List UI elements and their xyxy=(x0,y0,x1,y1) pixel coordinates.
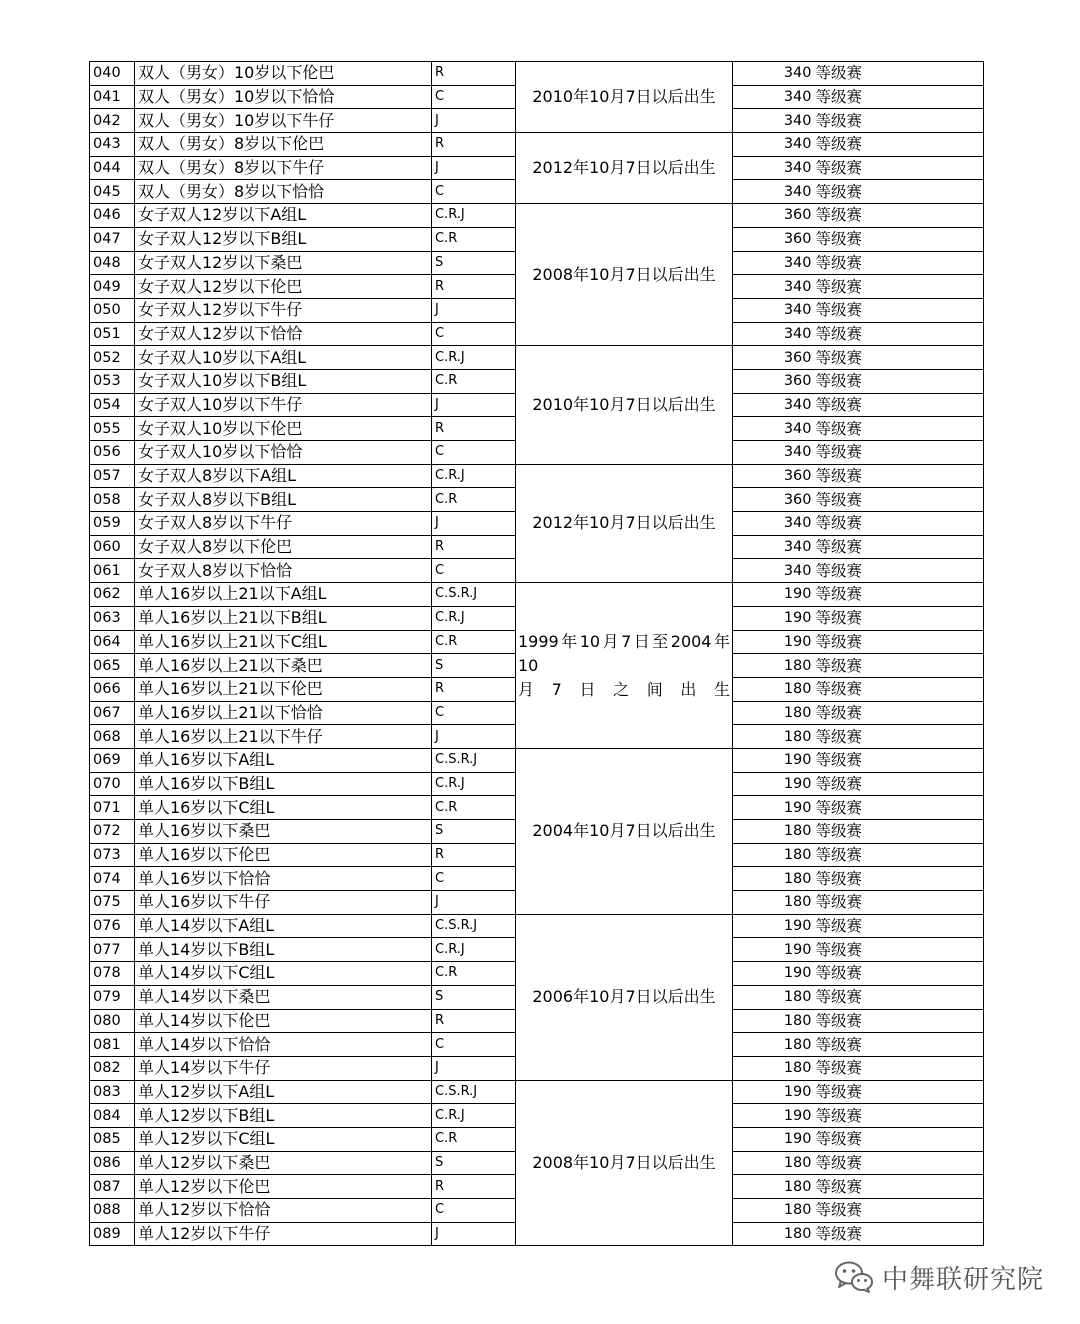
fee-cell: 340 xyxy=(733,62,814,86)
level-cell: 等级赛 xyxy=(814,1009,984,1033)
birth-requirement-cell xyxy=(516,346,733,464)
event-name-cell: 单人16岁以下恰恰 xyxy=(135,867,432,891)
wechat-icon xyxy=(834,1260,874,1294)
event-code-cell: 082 xyxy=(90,1056,135,1080)
birth-requirement-text: 2010年10月7日以后出生 xyxy=(532,394,716,414)
birth-requirement-cell xyxy=(516,914,733,1080)
event-code-cell: 088 xyxy=(90,1199,135,1223)
level-cell: 等级赛 xyxy=(814,275,984,299)
event-name-cell: 单人12岁以下B组L xyxy=(135,1104,432,1128)
dances-cell: R xyxy=(432,535,516,559)
dances-cell: C.R xyxy=(432,796,516,820)
dances-cell: C xyxy=(432,1199,516,1223)
dances-cell: C.R xyxy=(432,488,516,512)
level-cell: 等级赛 xyxy=(814,748,984,772)
level-cell: 等级赛 xyxy=(814,1104,984,1128)
event-name-cell: 单人12岁以下A组L xyxy=(135,1080,432,1104)
fee-cell: 180 xyxy=(733,843,814,867)
level-cell: 等级赛 xyxy=(814,156,984,180)
fee-cell: 190 xyxy=(733,1127,814,1151)
fee-cell: 190 xyxy=(733,914,814,938)
birth-requirement-text: 1999年10月7日至2004年10 xyxy=(518,631,730,675)
event-code-cell: 049 xyxy=(90,275,135,299)
fee-cell: 340 xyxy=(733,559,814,583)
event-code-cell: 047 xyxy=(90,227,135,251)
level-cell: 等级赛 xyxy=(814,488,984,512)
level-cell: 等级赛 xyxy=(814,1151,984,1175)
event-code-cell: 055 xyxy=(90,417,135,441)
event-code-cell: 041 xyxy=(90,85,135,109)
event-name-cell: 单人16岁以下C组L xyxy=(135,796,432,820)
birth-requirement-text: 2008年10月7日以后出生 xyxy=(532,1152,716,1172)
event-code-cell: 085 xyxy=(90,1127,135,1151)
level-cell: 等级赛 xyxy=(814,251,984,275)
event-name-cell: 女子双人12岁以下B组L xyxy=(135,227,432,251)
fee-cell: 340 xyxy=(733,512,814,536)
fee-cell: 180 xyxy=(733,891,814,915)
event-name-cell: 双人（男女）8岁以下伦巴 xyxy=(135,133,432,157)
dances-cell: R xyxy=(432,417,516,441)
fee-cell: 180 xyxy=(733,867,814,891)
fee-cell: 190 xyxy=(733,796,814,820)
event-name-cell: 双人（男女）10岁以下伦巴 xyxy=(135,62,432,86)
birth-requirement-text: 2012年10月7日以后出生 xyxy=(532,513,716,533)
event-name-cell: 单人16岁以下伦巴 xyxy=(135,843,432,867)
event-code-cell: 054 xyxy=(90,393,135,417)
level-cell: 等级赛 xyxy=(814,109,984,133)
event-code-cell: 065 xyxy=(90,654,135,678)
event-name-cell: 单人16岁以下A组L xyxy=(135,748,432,772)
dances-cell: C.R.J xyxy=(432,1104,516,1128)
dances-cell: C.R xyxy=(432,962,516,986)
event-code-cell: 051 xyxy=(90,322,135,346)
dances-cell: J xyxy=(432,725,516,749)
event-code-cell: 048 xyxy=(90,251,135,275)
dances-cell: C xyxy=(432,85,516,109)
birth-requirement-cell xyxy=(516,62,733,133)
event-name-cell: 单人16岁以下牛仔 xyxy=(135,891,432,915)
fee-cell: 190 xyxy=(733,1080,814,1104)
level-cell: 等级赛 xyxy=(814,512,984,536)
event-name-cell: 单人16岁以下B组L xyxy=(135,772,432,796)
level-cell: 等级赛 xyxy=(814,204,984,228)
event-name-cell: 女子双人8岁以下A组L xyxy=(135,464,432,488)
level-cell: 等级赛 xyxy=(814,1056,984,1080)
event-name-cell: 女子双人8岁以下牛仔 xyxy=(135,512,432,536)
level-cell: 等级赛 xyxy=(814,1080,984,1104)
event-code-cell: 056 xyxy=(90,441,135,465)
event-name-cell: 女子双人12岁以下伦巴 xyxy=(135,275,432,299)
registration-fee-table xyxy=(89,61,984,1246)
fee-cell: 190 xyxy=(733,772,814,796)
level-cell: 等级赛 xyxy=(814,772,984,796)
event-name-cell: 女子双人10岁以下B组L xyxy=(135,369,432,393)
level-cell: 等级赛 xyxy=(814,62,984,86)
dances-cell: J xyxy=(432,393,516,417)
event-code-cell: 074 xyxy=(90,867,135,891)
level-cell: 等级赛 xyxy=(814,583,984,607)
level-cell: 等级赛 xyxy=(814,85,984,109)
dances-cell: R xyxy=(432,843,516,867)
table-row xyxy=(90,204,984,228)
dances-cell: R xyxy=(432,677,516,701)
dances-cell: C.R.J xyxy=(432,464,516,488)
level-cell: 等级赛 xyxy=(814,559,984,583)
level-cell: 等级赛 xyxy=(814,938,984,962)
fee-cell: 190 xyxy=(733,630,814,654)
dances-cell: R xyxy=(432,62,516,86)
table-row xyxy=(90,346,984,370)
event-code-cell: 066 xyxy=(90,677,135,701)
dances-cell: C xyxy=(432,441,516,465)
dances-cell: J xyxy=(432,1056,516,1080)
event-name-cell: 双人（男女）8岁以下恰恰 xyxy=(135,180,432,204)
birth-requirement-cell xyxy=(516,204,733,346)
fee-cell: 180 xyxy=(733,1175,814,1199)
event-code-cell: 089 xyxy=(90,1222,135,1246)
dances-cell: C xyxy=(432,559,516,583)
event-code-cell: 077 xyxy=(90,938,135,962)
fee-cell: 180 xyxy=(733,677,814,701)
dances-cell: C xyxy=(432,701,516,725)
dances-cell: J xyxy=(432,512,516,536)
dances-cell: C.R.J xyxy=(432,772,516,796)
birth-requirement-cell xyxy=(516,133,733,204)
fee-cell: 180 xyxy=(733,820,814,844)
level-cell: 等级赛 xyxy=(814,630,984,654)
dances-cell: R xyxy=(432,1009,516,1033)
event-name-cell: 单人16岁以上21以下桑巴 xyxy=(135,654,432,678)
fee-cell: 360 xyxy=(733,488,814,512)
level-cell: 等级赛 xyxy=(814,606,984,630)
event-name-cell: 女子双人12岁以下桑巴 xyxy=(135,251,432,275)
fee-cell: 180 xyxy=(733,725,814,749)
fee-cell: 340 xyxy=(733,275,814,299)
event-code-cell: 068 xyxy=(90,725,135,749)
fee-cell: 340 xyxy=(733,251,814,275)
fee-cell: 340 xyxy=(733,133,814,157)
level-cell: 等级赛 xyxy=(814,298,984,322)
fee-cell: 190 xyxy=(733,583,814,607)
fee-cell: 340 xyxy=(733,535,814,559)
level-cell: 等级赛 xyxy=(814,796,984,820)
level-cell: 等级赛 xyxy=(814,180,984,204)
table-row xyxy=(90,914,984,938)
dances-cell: C.R.J xyxy=(432,346,516,370)
event-code-cell: 057 xyxy=(90,464,135,488)
table-row xyxy=(90,583,984,607)
dances-cell: C.S.R.J xyxy=(432,1080,516,1104)
level-cell: 等级赛 xyxy=(814,843,984,867)
level-cell: 等级赛 xyxy=(814,322,984,346)
birth-requirement-cell xyxy=(516,1080,733,1246)
event-code-cell: 076 xyxy=(90,914,135,938)
dances-cell: C.R xyxy=(432,1127,516,1151)
level-cell: 等级赛 xyxy=(814,962,984,986)
dances-cell: C xyxy=(432,322,516,346)
event-code-cell: 040 xyxy=(90,62,135,86)
fee-cell: 340 xyxy=(733,85,814,109)
dances-cell: S xyxy=(432,654,516,678)
fee-cell: 180 xyxy=(733,985,814,1009)
event-code-cell: 075 xyxy=(90,891,135,915)
event-code-cell: 070 xyxy=(90,772,135,796)
dances-cell: J xyxy=(432,1222,516,1246)
dances-cell: C.S.R.J xyxy=(432,583,516,607)
fee-cell: 180 xyxy=(733,1199,814,1223)
dances-cell: C xyxy=(432,1033,516,1057)
event-name-cell: 女子双人10岁以下恰恰 xyxy=(135,441,432,465)
dances-cell: R xyxy=(432,275,516,299)
fee-cell: 360 xyxy=(733,346,814,370)
fee-cell: 340 xyxy=(733,180,814,204)
level-cell: 等级赛 xyxy=(814,867,984,891)
level-cell: 等级赛 xyxy=(814,535,984,559)
birth-requirement-text: 2006年10月7日以后出生 xyxy=(532,987,716,1007)
dances-cell: C xyxy=(432,180,516,204)
level-cell: 等级赛 xyxy=(814,820,984,844)
fee-cell: 360 xyxy=(733,227,814,251)
fee-cell: 340 xyxy=(733,109,814,133)
fee-cell: 190 xyxy=(733,938,814,962)
event-code-cell: 052 xyxy=(90,346,135,370)
event-code-cell: 084 xyxy=(90,1104,135,1128)
dances-cell: C.R.J xyxy=(432,204,516,228)
fee-cell: 360 xyxy=(733,204,814,228)
level-cell: 等级赛 xyxy=(814,654,984,678)
event-code-cell: 073 xyxy=(90,843,135,867)
event-code-cell: 050 xyxy=(90,298,135,322)
event-code-cell: 043 xyxy=(90,133,135,157)
dances-cell: J xyxy=(432,891,516,915)
event-code-cell: 060 xyxy=(90,535,135,559)
fee-cell: 180 xyxy=(733,1056,814,1080)
event-code-cell: 069 xyxy=(90,748,135,772)
birth-requirement-cell xyxy=(516,748,733,914)
birth-requirement-text: 2010年10月7日以后出生 xyxy=(532,87,716,107)
level-cell: 等级赛 xyxy=(814,346,984,370)
event-code-cell: 071 xyxy=(90,796,135,820)
dances-cell: C.R.J xyxy=(432,938,516,962)
dances-cell: R xyxy=(432,133,516,157)
event-code-cell: 087 xyxy=(90,1175,135,1199)
event-name-cell: 双人（男女）10岁以下牛仔 xyxy=(135,109,432,133)
event-name-cell: 单人16岁以上21以下恰恰 xyxy=(135,701,432,725)
event-name-cell: 单人16岁以上21以下A组L xyxy=(135,583,432,607)
fee-cell: 360 xyxy=(733,369,814,393)
event-name-cell: 单人16岁以上21以下B组L xyxy=(135,606,432,630)
event-code-cell: 083 xyxy=(90,1080,135,1104)
event-name-cell: 女子双人10岁以下A组L xyxy=(135,346,432,370)
event-name-cell: 女子双人10岁以下伦巴 xyxy=(135,417,432,441)
event-code-cell: 079 xyxy=(90,985,135,1009)
event-name-cell: 单人14岁以下牛仔 xyxy=(135,1056,432,1080)
event-code-cell: 058 xyxy=(90,488,135,512)
fee-cell: 340 xyxy=(733,441,814,465)
fee-cell: 340 xyxy=(733,298,814,322)
fee-cell: 180 xyxy=(733,1151,814,1175)
fee-cell: 360 xyxy=(733,464,814,488)
table-row xyxy=(90,133,984,157)
table-row xyxy=(90,62,984,86)
event-name-cell: 单人14岁以下A组L xyxy=(135,914,432,938)
event-name-cell: 单人14岁以下C组L xyxy=(135,962,432,986)
fee-cell: 190 xyxy=(733,962,814,986)
level-cell: 等级赛 xyxy=(814,441,984,465)
table-row xyxy=(90,748,984,772)
event-code-cell: 072 xyxy=(90,820,135,844)
event-code-cell: 045 xyxy=(90,180,135,204)
event-name-cell: 女子双人10岁以下牛仔 xyxy=(135,393,432,417)
event-code-cell: 046 xyxy=(90,204,135,228)
dances-cell: S xyxy=(432,820,516,844)
event-name-cell: 女子双人8岁以下B组L xyxy=(135,488,432,512)
birth-requirement-text: 2008年10月7日以后出生 xyxy=(532,264,716,284)
level-cell: 等级赛 xyxy=(814,725,984,749)
level-cell: 等级赛 xyxy=(814,1222,984,1246)
event-code-cell: 067 xyxy=(90,701,135,725)
level-cell: 等级赛 xyxy=(814,701,984,725)
dances-cell: C xyxy=(432,867,516,891)
table-row xyxy=(90,464,984,488)
watermark xyxy=(834,1257,1044,1297)
dances-cell: C.R xyxy=(432,630,516,654)
birth-requirement-cell xyxy=(516,583,733,749)
event-code-cell: 062 xyxy=(90,583,135,607)
level-cell: 等级赛 xyxy=(814,417,984,441)
event-code-cell: 044 xyxy=(90,156,135,180)
event-code-cell: 064 xyxy=(90,630,135,654)
birth-requirement-cell xyxy=(516,464,733,582)
level-cell: 等级赛 xyxy=(814,369,984,393)
dances-cell: C.R xyxy=(432,227,516,251)
fee-cell: 340 xyxy=(733,393,814,417)
level-cell: 等级赛 xyxy=(814,227,984,251)
birth-requirement-text: 2012年10月7日以后出生 xyxy=(532,158,716,178)
table-body xyxy=(90,62,984,1246)
level-cell: 等级赛 xyxy=(814,914,984,938)
fee-cell: 340 xyxy=(733,156,814,180)
event-name-cell: 双人（男女）10岁以下恰恰 xyxy=(135,85,432,109)
level-cell: 等级赛 xyxy=(814,1127,984,1151)
level-cell: 等级赛 xyxy=(814,891,984,915)
dances-cell: J xyxy=(432,156,516,180)
event-code-cell: 063 xyxy=(90,606,135,630)
fee-cell: 190 xyxy=(733,1104,814,1128)
level-cell: 等级赛 xyxy=(814,464,984,488)
fee-cell: 340 xyxy=(733,322,814,346)
dances-cell: J xyxy=(432,109,516,133)
birth-requirement-text: 2004年10月7日以后出生 xyxy=(532,821,716,841)
dances-cell: R xyxy=(432,1175,516,1199)
event-code-cell: 080 xyxy=(90,1009,135,1033)
fee-cell: 180 xyxy=(733,1033,814,1057)
fee-cell: 340 xyxy=(733,417,814,441)
watermark-text: 中舞联研究院 xyxy=(881,1264,1044,1295)
level-cell: 等级赛 xyxy=(814,1199,984,1223)
level-cell: 等级赛 xyxy=(814,985,984,1009)
event-name-cell: 单人12岁以下恰恰 xyxy=(135,1199,432,1223)
fee-cell: 180 xyxy=(733,1009,814,1033)
event-name-cell: 女子双人8岁以下伦巴 xyxy=(135,535,432,559)
event-code-cell: 081 xyxy=(90,1033,135,1057)
event-name-cell: 单人16岁以上21以下牛仔 xyxy=(135,725,432,749)
table-row xyxy=(90,1080,984,1104)
event-name-cell: 单人14岁以下恰恰 xyxy=(135,1033,432,1057)
fee-cell: 190 xyxy=(733,748,814,772)
dances-cell: S xyxy=(432,1151,516,1175)
dances-cell: S xyxy=(432,251,516,275)
dances-cell: S xyxy=(432,985,516,1009)
event-code-cell: 086 xyxy=(90,1151,135,1175)
event-code-cell: 053 xyxy=(90,369,135,393)
event-name-cell: 单人16岁以下桑巴 xyxy=(135,820,432,844)
fee-cell: 180 xyxy=(733,1222,814,1246)
event-code-cell: 042 xyxy=(90,109,135,133)
event-name-cell: 单人12岁以下C组L xyxy=(135,1127,432,1151)
level-cell: 等级赛 xyxy=(814,677,984,701)
dances-cell: C.S.R.J xyxy=(432,748,516,772)
event-name-cell: 女子双人12岁以下A组L xyxy=(135,204,432,228)
level-cell: 等级赛 xyxy=(814,133,984,157)
event-name-cell: 单人16岁以上21以下伦巴 xyxy=(135,677,432,701)
level-cell: 等级赛 xyxy=(814,393,984,417)
event-code-cell: 061 xyxy=(90,559,135,583)
dances-cell: C.S.R.J xyxy=(432,914,516,938)
level-cell: 等级赛 xyxy=(814,1033,984,1057)
fee-cell: 190 xyxy=(733,606,814,630)
event-name-cell: 女子双人12岁以下恰恰 xyxy=(135,322,432,346)
event-code-cell: 078 xyxy=(90,962,135,986)
event-name-cell: 单人14岁以下B组L xyxy=(135,938,432,962)
level-cell: 等级赛 xyxy=(814,1175,984,1199)
event-name-cell: 女子双人8岁以下恰恰 xyxy=(135,559,432,583)
event-name-cell: 女子双人12岁以下牛仔 xyxy=(135,298,432,322)
event-name-cell: 双人（男女）8岁以下牛仔 xyxy=(135,156,432,180)
fee-cell: 180 xyxy=(733,701,814,725)
fee-cell: 180 xyxy=(733,654,814,678)
event-name-cell: 单人12岁以下伦巴 xyxy=(135,1175,432,1199)
event-name-cell: 单人16岁以上21以下C组L xyxy=(135,630,432,654)
event-name-cell: 单人12岁以下桑巴 xyxy=(135,1151,432,1175)
event-name-cell: 单人14岁以下桑巴 xyxy=(135,985,432,1009)
event-code-cell: 059 xyxy=(90,512,135,536)
birth-requirement-text: 月7日之间出生 xyxy=(518,679,730,699)
dances-cell: C.R xyxy=(432,369,516,393)
dances-cell: J xyxy=(432,298,516,322)
event-name-cell: 单人12岁以下牛仔 xyxy=(135,1222,432,1246)
event-name-cell: 单人14岁以下伦巴 xyxy=(135,1009,432,1033)
dances-cell: C.R.J xyxy=(432,606,516,630)
